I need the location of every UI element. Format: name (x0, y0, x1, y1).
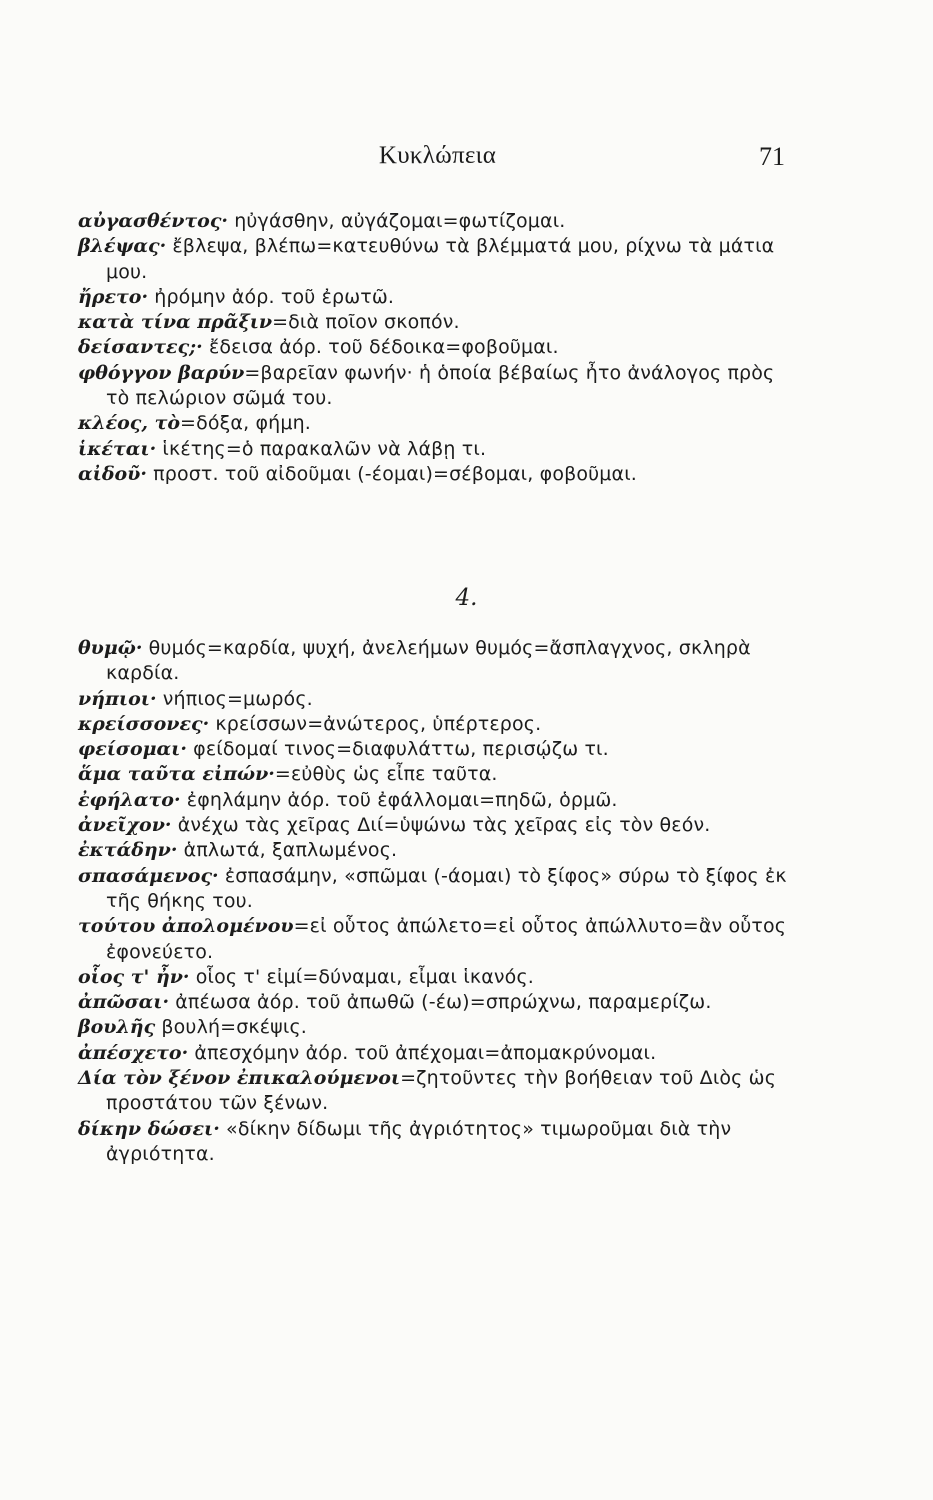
glossary-entry (78, 335, 790, 360)
entry-term: τούτου ἀπολομένου (78, 915, 294, 938)
page-header (90, 142, 785, 182)
glossary-entry (78, 411, 790, 436)
entry-term: φείσομαι· (78, 738, 187, 761)
glossary-entry (78, 285, 790, 310)
entry-definition: φείδομαί τινος=διαφυλάττω, περισῴζω τι. (186, 738, 609, 761)
entry-term: δείσαντες;· (78, 336, 203, 359)
entry-definition: νήπιος=μωρός. (156, 687, 313, 710)
glossary-entry (78, 1117, 790, 1168)
entry-definition: =δόξα, φήμη. (180, 412, 311, 435)
entry-definition: «δίκην δίδωμι τῆς ἀγριότητος» τιμωροῦμαι διὰ τὴν ἀγριότητα. (106, 1117, 732, 1165)
entry-definition: =ζητοῦντες τὴν βοήθειαν τοῦ Διὸς ὡς προστάτου τῶν ξένων. (106, 1067, 777, 1115)
glossary-section-4 (78, 636, 790, 1167)
entry-definition: ἱκέτης=ὁ παρακαλῶν νὰ λάβῃ τι. (156, 437, 487, 460)
glossary-entry (78, 1041, 790, 1066)
entry-definition: βουλή=σκέψις. (155, 1016, 307, 1039)
entry-definition: ἠρόμην ἀόρ. τοῦ ἐρωτῶ. (148, 285, 395, 308)
glossary-entry (78, 914, 790, 965)
entry-term: ἤρετο· (78, 285, 149, 308)
glossary-entry (78, 209, 790, 234)
entry-definition: οἷος τ' εἰμί=δύναμαι, εἶμαι ἱκανός. (189, 965, 534, 988)
entry-term: ἐφήλατο· (78, 788, 181, 811)
glossary-section-3 (78, 209, 790, 487)
entry-term: ἅμα ταῦτα εἰπών· (78, 763, 275, 786)
entry-definition: ἐσπασάμην, «σπῶμαι (-άομαι) τὸ ξίφος» σύρω τὸ ξίφος ἐκ τῆς θήκης του. (106, 864, 787, 912)
entry-term: νήπιοι· (78, 687, 157, 710)
entry-definition: =εἰ οὗτος ἀπώλετο=εἰ οὗτος ἀπώλλυτο=ἂν οὗτος ἐφονεύετο. (106, 915, 787, 963)
entry-definition: =διὰ ποῖον σκοπόν. (272, 311, 460, 334)
glossary-entry (78, 687, 790, 712)
entry-definition: ἔδεισα ἀόρ. τοῦ δέδοικα=φοβοῦμαι. (202, 336, 559, 359)
entry-definition: ἀπεσχόμην ἀόρ. τοῦ ἀπέχομαι=ἀπομακρύνομαι. (188, 1041, 657, 1064)
glossary-entry (78, 762, 790, 787)
glossary-entry (78, 813, 790, 838)
glossary-entry (78, 361, 790, 412)
entry-definition: ηὐγάσθην, αὐγάζομαι=φωτίζομαι. (228, 210, 566, 232)
section-number: 4. (455, 585, 478, 611)
glossary-entry (78, 310, 790, 335)
glossary-entry (78, 838, 790, 863)
glossary-entry (78, 234, 790, 285)
entry-term: βλέψας· (78, 235, 167, 258)
entry-definition: =βαρεῖαν φωνήν· ἡ ὁποία βέβαίως ἦτο ἀνάλογος πρὸς τὸ πελώριον σῶμά του. (106, 361, 775, 410)
glossary-entry (78, 990, 790, 1015)
entry-definition: =εὐθὺς ὡς εἶπε ταῦτα. (274, 763, 498, 786)
entry-definition: ἔβλεψα, βλέπω=κατευθύνω τὰ βλέμματά μου, ρίχνω τὰ μάτια μου. (106, 235, 775, 283)
entry-term: ἱκέται· (78, 437, 157, 460)
glossary-entry (78, 636, 790, 687)
entry-term: σπασάμενος· (78, 864, 219, 887)
entry-definition: ἀπέωσα ἀόρ. τοῦ ἀπωθῶ (-έω)=σπρώχνω, παραμερίζω. (169, 991, 712, 1014)
glossary-entry (78, 712, 790, 737)
entry-term: οἷος τ' ἦν· (78, 965, 190, 988)
entry-term: φθόγγον βαρύν (78, 361, 245, 384)
glossary-entry (78, 1015, 790, 1040)
glossary-entry (78, 788, 790, 813)
entry-term: Δία τὸν ξένον ἐπικαλούμενοι (78, 1067, 401, 1090)
entry-term: δίκην δώσει· (78, 1117, 220, 1140)
entry-term: κατὰ τίνα πρᾶξιν (78, 311, 273, 334)
running-title: Κυκλώπεια (378, 142, 497, 169)
entry-term: κλέος, τὸ (78, 412, 181, 435)
entry-term: βουλῆς (78, 1016, 156, 1039)
glossary-entry (78, 737, 790, 762)
entry-term: ἐκτάδην· (78, 839, 178, 862)
entry-definition: κρείσσων=ἀνώτερος, ὑπέρτερος. (209, 712, 542, 735)
entry-definition: ἀνέχω τὰς χεῖρας Διί=ὑψώνω τὰς χεῖρας εἰς τὸν θεόν. (171, 814, 711, 837)
entry-term: ἀπέσχετο· (78, 1041, 189, 1064)
entry-term: αἰδοῦ· (78, 462, 147, 485)
glossary-entry (78, 1066, 790, 1117)
entry-term: ἀπῶσαι· (78, 991, 170, 1014)
glossary-entry (78, 437, 790, 462)
glossary-entry (78, 965, 790, 990)
glossary-entry (78, 864, 790, 915)
entry-term: κρείσσονες· (78, 712, 210, 735)
entry-definition: ἁπλωτά, ξαπλωμένος. (177, 839, 398, 862)
entry-definition: θυμός=καρδία, ψυχή, ἀνελεήμων θυμός=ἄσπλαγχνος, σκληρὰ καρδία. (106, 637, 751, 685)
entry-term: ἀνεῖχον· (78, 814, 172, 837)
entry-definition: προστ. τοῦ αἰδοῦμαι (-έομαι)=σέβομαι, φοβοῦμαι. (146, 462, 637, 485)
entry-definition: ἐφηλάμην ἀόρ. τοῦ ἐφάλλομαι=πηδῶ, ὁρμῶ. (180, 788, 618, 811)
entry-term: θυμῷ· (78, 637, 143, 659)
glossary-entry (78, 462, 790, 487)
page-number: 71 (759, 142, 785, 171)
entry-term: αὐγασθέντος· (78, 210, 229, 232)
